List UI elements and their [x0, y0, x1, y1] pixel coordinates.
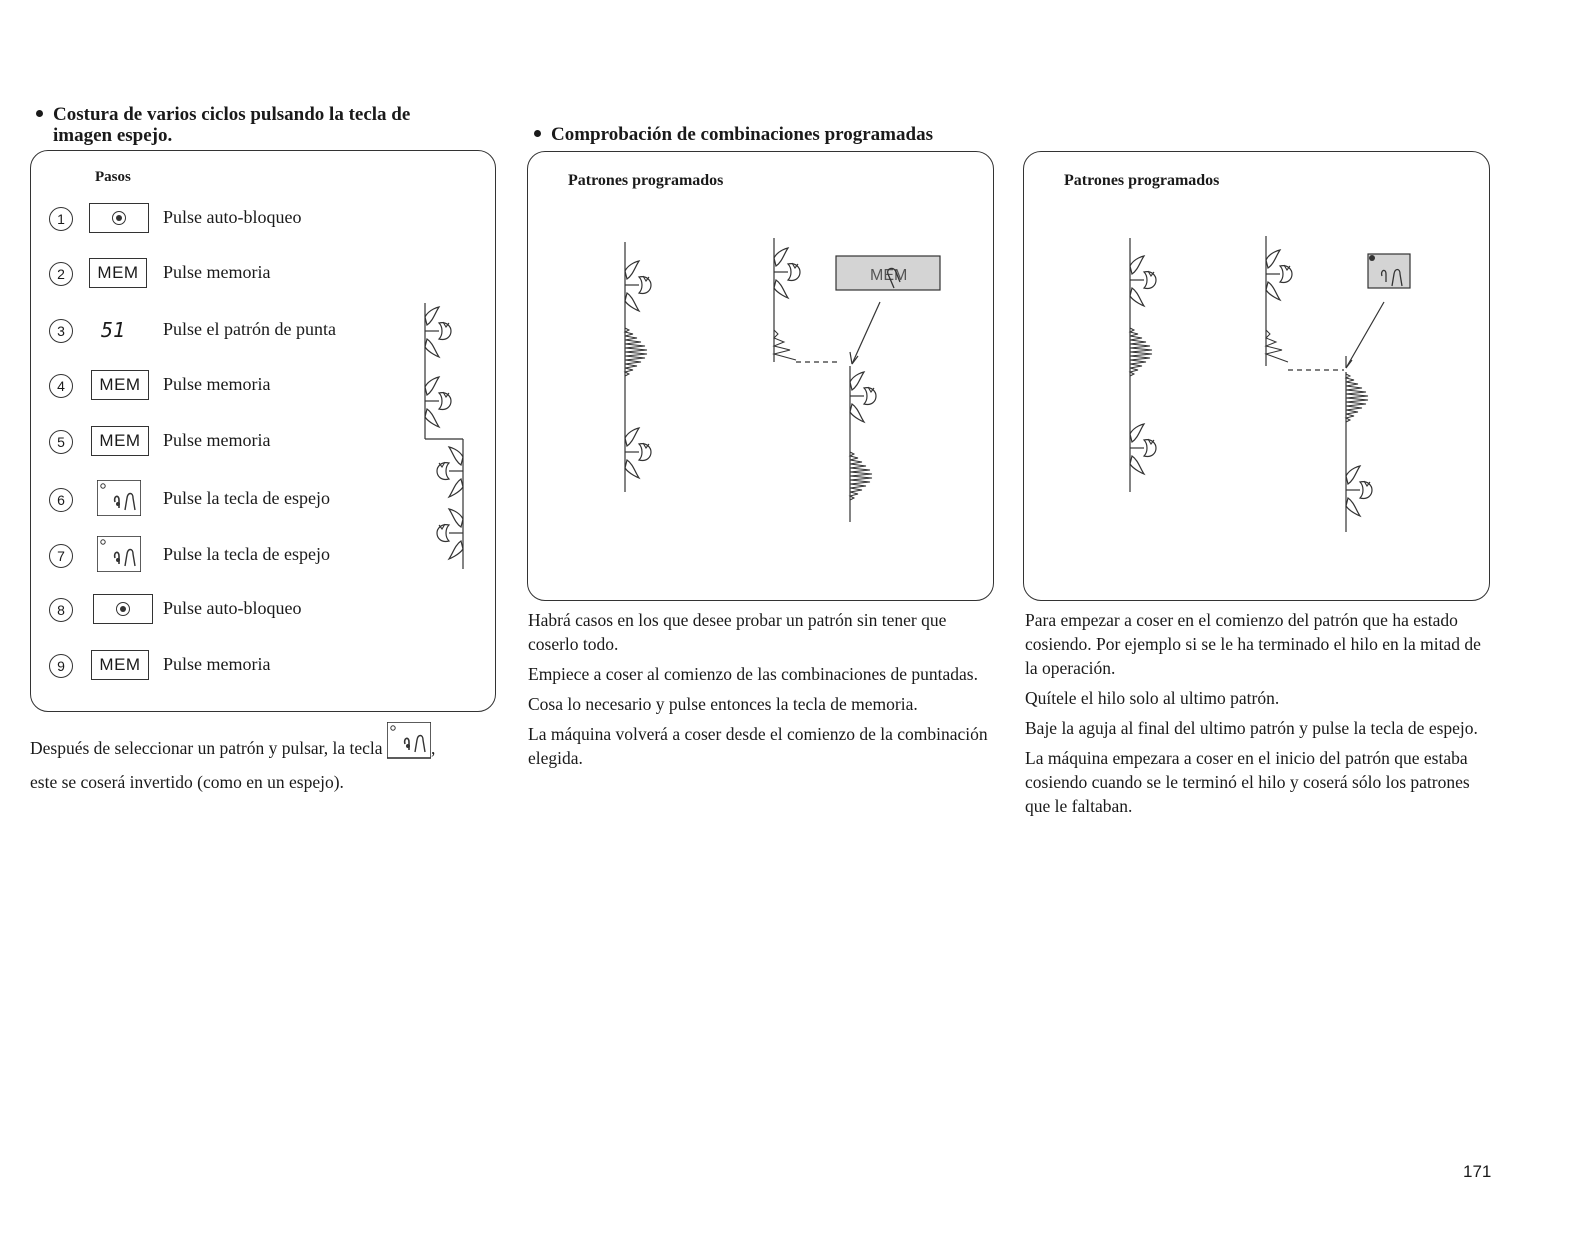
- steps-panel: [30, 150, 496, 712]
- step-1: [31, 203, 431, 239]
- right-paragraph: Baje la aguja al final del ultimo patrón y pulse la tecla de espejo.: [1025, 718, 1478, 738]
- right-paragraph: La máquina empezara a coser en el inicio del patrón que estaba cosiendo cuando se le terminó el hilo y coserá sólo los patrones que le faltaban.: [1025, 748, 1470, 816]
- mirror-key-icon: [97, 480, 141, 516]
- step-number: 9: [49, 654, 73, 678]
- panel-title: Patrones programados: [1064, 172, 1220, 189]
- programmed-pattern-illustration: [528, 152, 995, 602]
- left-note: Después de seleccionar un patrón y pulsar, la tecla , este se coserá invertido (como en un espejo).: [30, 730, 500, 794]
- step-number: 2: [49, 262, 73, 286]
- step-label: Pulse memoria: [163, 262, 271, 282]
- right-paragraph: Para empezar a coser en el comienzo del patrón que ha estado cosiendo. Por ejemplo si se le ha terminado el hilo en la mitad de la operación.: [1025, 610, 1481, 678]
- step-label: Pulse la tecla de espejo: [163, 544, 330, 564]
- steps-header: Pasos: [95, 169, 131, 185]
- programmed-patterns-panel-2: [1023, 151, 1490, 601]
- middle-paragraphs: [528, 608, 990, 776]
- step-number: 5: [49, 430, 73, 454]
- step-3: [31, 315, 431, 351]
- left-note-line2: este se coserá invertido (como en un espejo).: [30, 772, 344, 792]
- middle-heading-text: Comprobación de combinaciones programadas: [551, 124, 933, 145]
- auto-lock-key-icon: [89, 203, 149, 233]
- mem-key: MEM: [91, 426, 149, 456]
- step-label: Pulse la tecla de espejo: [163, 488, 330, 508]
- step-label: Pulse auto-bloqueo: [163, 207, 302, 227]
- right-paragraph: Quítele el hilo solo al ultimo patrón.: [1025, 688, 1280, 708]
- step-number: 1: [49, 207, 73, 231]
- step-label: Pulse auto-bloqueo: [163, 598, 302, 618]
- step-2: [31, 258, 431, 294]
- mirror-key-icon: [97, 536, 141, 572]
- panel-title: Patrones programados: [568, 172, 724, 189]
- middle-paragraph: Habrá casos en los que desee probar un patrón sin tener que coserlo todo.: [528, 610, 947, 654]
- step-number: 7: [49, 544, 73, 568]
- programmed-patterns-panel-1: [527, 151, 994, 601]
- step-label: Pulse memoria: [163, 430, 271, 450]
- mem-key: MEM: [91, 650, 149, 680]
- middle-paragraph: La máquina volverá a coser desde el comienzo de la combinación elegida.: [528, 724, 988, 768]
- left-heading-line1: Costura de varios ciclos pulsando la tecla de: [53, 104, 411, 125]
- left-note-line1: Después de seleccionar un patrón y pulsar, la tecla: [30, 738, 383, 759]
- step-number: 8: [49, 598, 73, 622]
- step-label: Pulse memoria: [163, 374, 271, 394]
- step-label: Pulse el patrón de punta: [163, 319, 336, 339]
- mirror-key-icon: [387, 722, 431, 762]
- middle-heading: [534, 124, 933, 145]
- bullet-icon: [36, 110, 43, 117]
- step-7: [31, 540, 431, 576]
- step-number: 6: [49, 488, 73, 512]
- step-number: 3: [49, 319, 73, 343]
- step-4: [31, 370, 431, 406]
- right-paragraphs: [1025, 608, 1493, 824]
- middle-paragraph: Cosa lo necesario y pulse entonces la tecla de memoria.: [528, 694, 918, 714]
- mem-key-label: MEM: [870, 267, 908, 284]
- mem-key: MEM: [91, 370, 149, 400]
- middle-paragraph: Empiece a coser al comienzo de las combinaciones de puntadas.: [528, 664, 978, 684]
- left-heading: [36, 104, 410, 146]
- step-6: [31, 484, 431, 520]
- left-heading-line2: imagen espejo.: [53, 125, 173, 146]
- pattern-number-display: 51: [101, 315, 131, 345]
- mem-key: MEM: [89, 258, 147, 288]
- step-8: [31, 594, 431, 630]
- auto-lock-key-icon: [93, 594, 153, 624]
- mirror-pattern-illustration: [1024, 152, 1491, 602]
- step-9: [31, 650, 431, 686]
- step-number: 4: [49, 374, 73, 398]
- step-5: [31, 426, 431, 462]
- page-number: 171: [1463, 1162, 1492, 1181]
- stitch-pattern-illustration: [411, 301, 491, 581]
- bullet-icon: [534, 130, 541, 137]
- step-label: Pulse memoria: [163, 654, 271, 674]
